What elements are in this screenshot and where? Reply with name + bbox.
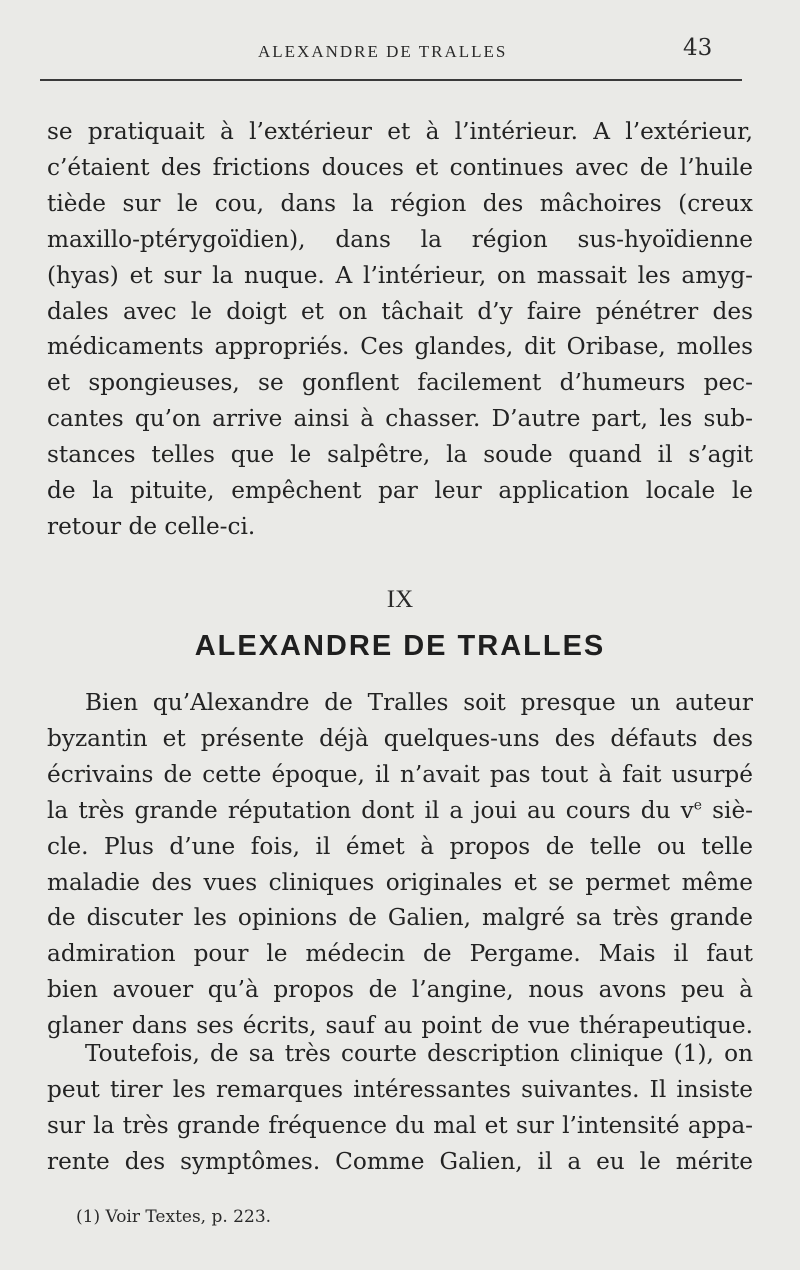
text-line: et spongieuses, se gonflent facilement d’humeurs pec- — [47, 369, 753, 397]
text-line: glaner dans ses écrits, sauf au point de vue thérapeutique. — [47, 1012, 753, 1040]
text-line: tiède sur le cou, dans la région des mâchoires (creux — [47, 189, 753, 217]
century-suffix: e — [693, 796, 703, 813]
paragraph-description — [47, 1036, 753, 1180]
paragraph-oribase — [47, 114, 753, 545]
page-number: 43 — [683, 35, 713, 61]
text-line-century — [47, 793, 753, 829]
section-title: ALEXANDRE DE TRALLES — [194, 630, 606, 662]
text-line: dales avec le doigt et on tâchait d’y faire pénétrer des — [47, 297, 753, 325]
century-numeral: v — [680, 796, 694, 824]
text-fragment: la très grande réputation dont il a joui au cours du — [47, 796, 681, 824]
header-rule — [40, 79, 742, 81]
text-line: cantes qu’on arrive ainsi à chasser. D’autre part, les sub- — [47, 405, 753, 433]
text-line: retour de celle-ci. — [47, 512, 256, 540]
text-line: admiration pour le médecin de Pergame. Mais il faut — [47, 940, 753, 968]
text-line: de discuter les opinions de Galien, malgré sa très grande — [47, 904, 753, 932]
text-line: médicaments appropriés. Ces glandes, dit Oribase, molles — [47, 333, 753, 361]
text-line: maxillo-ptérygoïdien), dans la région sus-hyoïdienne — [47, 225, 753, 253]
text-line: bien avouer qu’à propos de l’angine, nous avons peu à — [47, 976, 753, 1004]
text-line: c’étaient des frictions douces et continues avec de l’huile — [47, 153, 753, 181]
text-line: écrivains de cette époque, il n’avait pas tout à fait usurpé — [47, 760, 753, 788]
text-line: rente des symptômes. Comme Galien, il a eu le mérite — [47, 1147, 753, 1175]
text-fragment: siè- — [702, 796, 753, 824]
running-title: ALEXANDRE DE TRALLES — [258, 42, 508, 61]
section-number: IX — [386, 586, 414, 613]
footnote: (1) Voir Textes, p. 223. — [76, 1207, 272, 1227]
text-line: Toutefois, de sa très courte description clinique (1), on — [85, 1040, 753, 1067]
text-line: maladie des vues cliniques originales et se permet même — [47, 868, 753, 896]
paragraph-alexandre — [47, 685, 753, 1044]
text-line: se pratiquait à l’extérieur et à l’intérieur. A l’extérieur, — [47, 118, 753, 145]
text-line: (hyas) et sur la nuque. A l’intérieur, on massait les amyg- — [47, 261, 753, 289]
text-line: stances telles que le salpêtre, la soude quand il s’agit — [47, 441, 753, 469]
text-line: cle. Plus d’une fois, il émet à propos de telle ou telle — [47, 832, 753, 860]
text-line: de la pituite, empêchent par leur application locale le — [47, 477, 753, 505]
text-line: peut tirer les remarques intéressantes suivantes. Il insiste — [47, 1075, 753, 1103]
text-line: sur la très grande fréquence du mal et sur l’intensité appa- — [47, 1111, 753, 1139]
text-line: byzantin et présente déjà quelques-uns des défauts des — [47, 724, 753, 752]
text-line: Bien qu’Alexandre de Tralles soit presque un auteur — [85, 689, 753, 716]
